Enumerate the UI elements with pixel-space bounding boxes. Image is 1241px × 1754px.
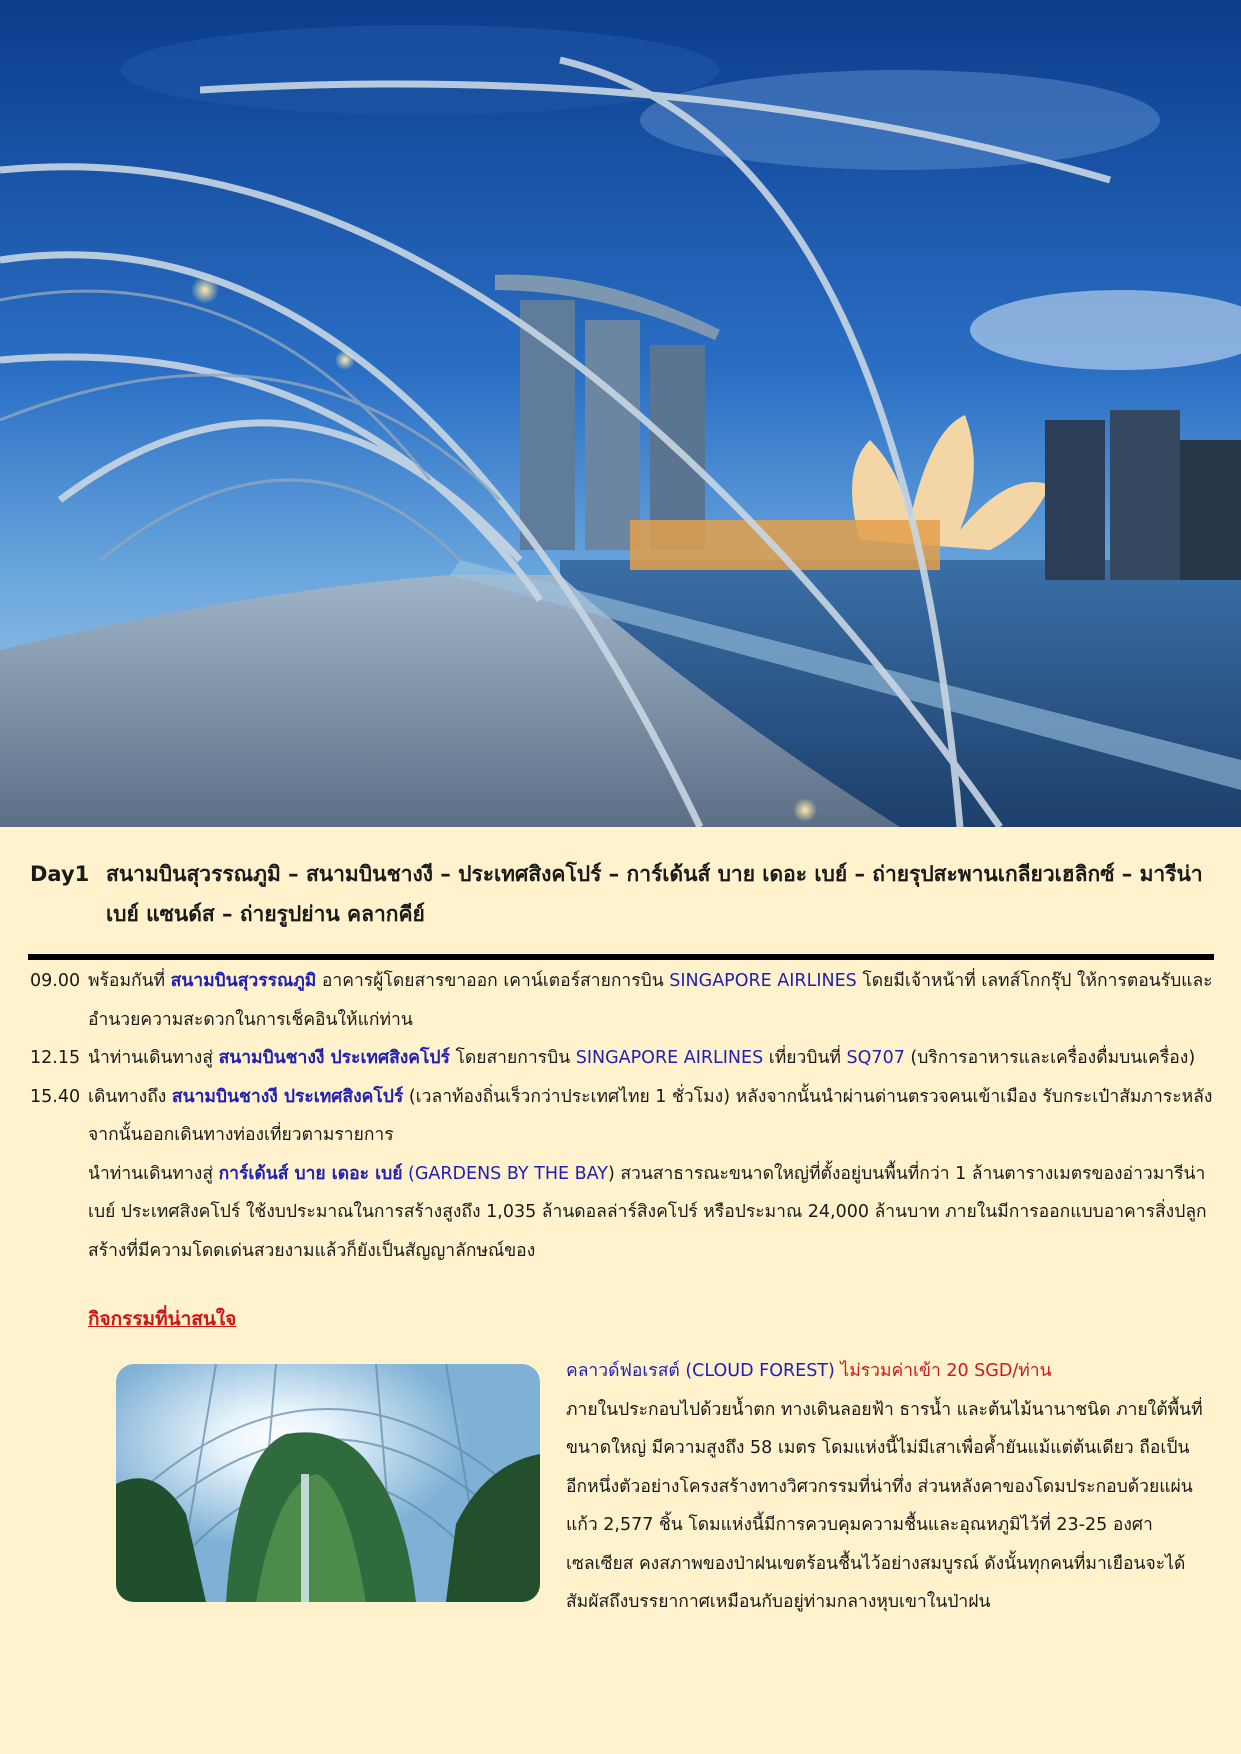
day-label: Day1 — [30, 862, 90, 886]
day-title: สนามบินสุวรรณภูมิ – สนามบินชางงี – ประเทศสิงคโปร์ – การ์เด้นส์ บาย เดอะ เบย์ – ถ่ายรุปสะพานเกลียวเฮลิกซ์ – มารีน่า เบย์ แซนด์ส – ถ่ายรูปย่าน คลากคีย์ — [106, 862, 1203, 926]
entry-text-span: โดยมีเจ้าหน้าที่ เลทส์โกกรุ๊ป ให้การตอนรับและ อำนวยความสะดวกในการเช็คอินให้แก่ท่าน — [88, 971, 1213, 1030]
itinerary-list — [30, 962, 1215, 1270]
cloud-forest-description — [566, 1352, 1206, 1622]
highlighted-term: SINGAPORE AIRLINES — [575, 1048, 764, 1068]
highlighted-term: สนามบินชางงี ประเทศสิงคโปร์ — [171, 1086, 404, 1107]
entry-time: 12.15 — [30, 1048, 81, 1068]
itinerary-entry — [30, 1155, 1215, 1271]
highlighted-term: การ์เด้นส์ บาย เดอะ เบย์ — [218, 1163, 403, 1184]
entry-text-span: ) สวนสาธารณะขนาดใหญ่ที่ตั้งอยู่บนพื้นที่กว่า 1 ล้านตารางเมตรของอ่าวมารีน่า เบย์ ประเทศสิงคโปร์ ใช้งบประมาณในการสร้างสูงถึง 1,035 ล้านดอลล่าร์สิงคโปร์ หรือประมาณ 24,000 ล้านบาท ภายในมีการออกแบบอาคารสิ่งปลูกสร้างที่มีความโดดเด่นสวยงามแล้วก็ยังเป็นสัญญาลักษณ์ของ — [88, 1163, 1207, 1261]
cloud-forest-title — [566, 1352, 1206, 1391]
itinerary-entry — [30, 962, 1215, 1039]
entry-time: 09.00 — [30, 971, 81, 991]
hero-photo — [0, 0, 1241, 827]
cloud-forest-body: ภายในประกอบไปด้วยน้ำตก ทางเดินลอยฟ้า ธารน้ำ และต้นไม้นานาชนิด ภายใต้พื้นที่ขนาดใหญ่ มีความสูงถึง 58 เมตร โดมแห่งนี้ไม่มีเสาเพื่อค้ำยันแม้แต่ต้นเดียว ถือเป็นอีกหนึ่งตัวอย่างโครงสร้างทางวิศวกรรมที่น่าทึ่ง ส่วนหลังคาของโดมประกอบด้วยแผ่นแก้ว 2,577 ชิ้น โดมแห่งนี้มีการควบคุมความชื้นและอุณหภูมิไว้ที่ 23-25 องศาเซลเซียส คงสภาพของป่าฝนเขตร้อนชื้นไว้อย่างสมบูรณ์ ดังนั้นทุกคนที่มาเยือนจะได้สัมผัสถึงบรรยากาศเหมือนกับอยู่ท่ามกลางหุบเขาในป่าฝน — [566, 1399, 1203, 1612]
highlighted-term: SQ707 — [846, 1048, 905, 1068]
entry-time: 15.40 — [30, 1086, 81, 1107]
entry-text-span: เดินทางถึง — [88, 1086, 172, 1107]
heading-divider — [28, 954, 1214, 960]
entry-text-span: (เวลาท้องถิ่นเร็วกว่าประเทศไทย 1 ชั่วโมง) หลังจากนั้นนำผ่านด่านตรวจคนเข้าเมือง รับกระเป๋าสัมภาระหลังจากนั้นออกเดินทางท่องเที่ยวตามรายการ — [88, 1086, 1213, 1145]
itinerary-entry — [30, 1039, 1215, 1078]
itinerary-entry — [30, 1078, 1215, 1155]
highlighted-term: (GARDENS BY THE BAY — [402, 1163, 608, 1184]
entry-text-span: โดยสายการบิน — [449, 1048, 576, 1068]
entry-text — [88, 1078, 1215, 1155]
highlighted-term: สนามบินสุวรรณภูมิ — [170, 971, 317, 991]
entry-text — [88, 1155, 1215, 1271]
entry-text-span: เที่ยวบินที่ — [763, 1048, 847, 1068]
cloud-forest-name: คลาวด์ฟอเรสต์ (CLOUD FOREST) — [566, 1361, 841, 1381]
cloud-forest-photo — [116, 1364, 540, 1602]
activity-heading[interactable]: กิจกรรมที่น่าสนใจ — [88, 1308, 237, 1330]
highlighted-term: SINGAPORE AIRLINES — [669, 971, 857, 991]
cloud-forest-fee: ไม่รวมค่าเข้า 20 SGD/ท่าน — [840, 1361, 1052, 1381]
entry-text — [88, 1039, 1215, 1078]
entry-text — [88, 962, 1215, 1039]
entry-text-span: (บริการอาหารและเครื่องดื่มบนเครื่อง) — [904, 1048, 1196, 1068]
entry-text-span: นำท่านเดินทางสู่ — [88, 1163, 219, 1184]
entry-text-span: นำท่านเดินทางสู่ — [88, 1048, 219, 1068]
highlighted-term: สนามบินชางงี ประเทศสิงคโปร์ — [218, 1048, 450, 1068]
entry-text-span: พร้อมกันที่ — [88, 971, 171, 991]
entry-text-span: อาคารผู้โดยสารขาออก เคาน์เตอร์สายการบิน — [316, 971, 670, 991]
